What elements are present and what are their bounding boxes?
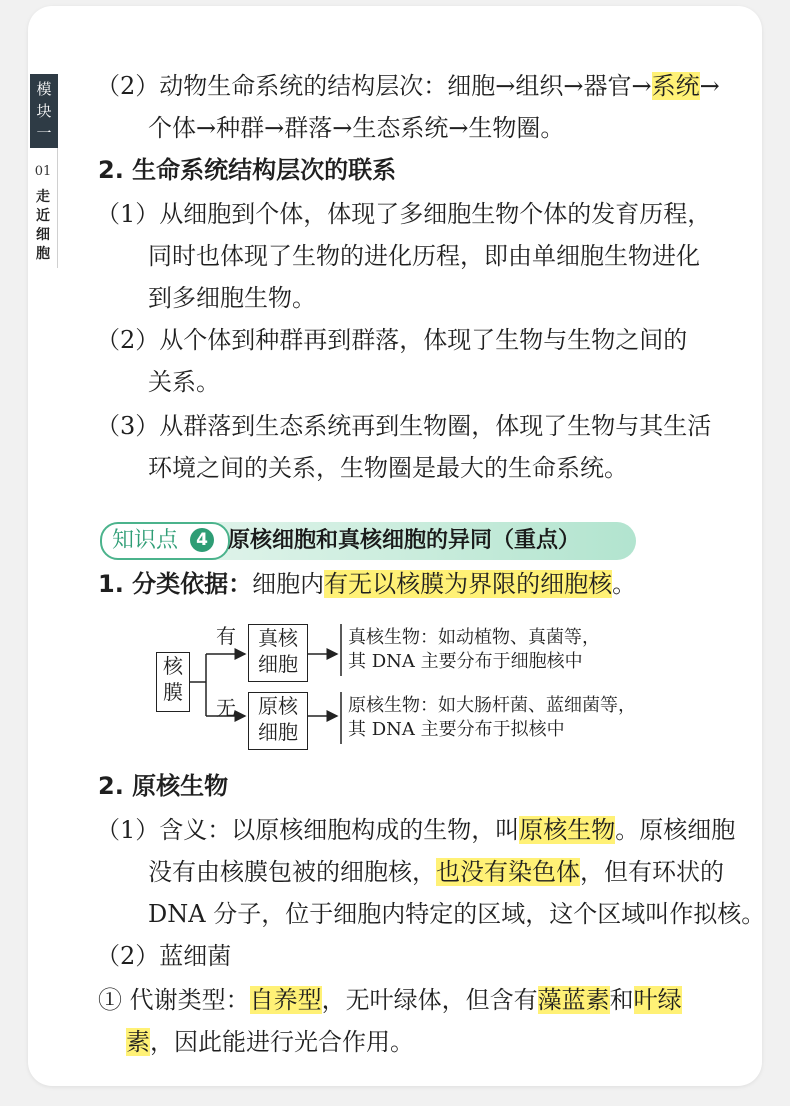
classification-label: 1. 分类依据： (98, 570, 253, 598)
text: → (699, 72, 720, 100)
heading-prokaryotes: 2. 原核生物 (98, 772, 229, 800)
knowledge-point-number: 4 (190, 528, 214, 552)
text: ，因此能进行光合作用。 (150, 1028, 414, 1056)
cyanobacteria-title: （2）蓝细菌 (96, 942, 232, 970)
text: 。 (612, 570, 637, 598)
eukaryote-desc-line2: 其 DNA 主要分布于细胞核中 (348, 651, 583, 672)
metabolism-line1 (98, 984, 682, 1016)
link1-line1: （1）从细胞到个体，体现了多细胞生物个体的发育历程， (96, 200, 712, 228)
branch-yes-label: 有 (216, 624, 236, 648)
link2-line2: 关系。 (148, 368, 220, 396)
box-text: 膜 (163, 680, 183, 704)
module-char: 块 (36, 102, 52, 120)
chapter-char: 近 (36, 208, 50, 224)
prokaryote-desc-line1: 原核生物：如大肠杆菌、蓝细菌等， (348, 695, 636, 716)
box-text: 真核 (258, 626, 298, 650)
meaning-line3: DNA 分子，位于细胞内特定的区域，这个区域叫作拟核。 (148, 900, 766, 928)
text: （1）含义：以原核细胞构成的生物，叫 (96, 816, 520, 844)
knowledge-point-banner (100, 522, 636, 560)
text: 没有由核膜包被的细胞核， (148, 858, 436, 886)
module-char: 一 (36, 124, 52, 142)
box-text: 细胞 (258, 652, 298, 676)
text: 。原核细胞 (615, 816, 736, 844)
animal-hierarchy-line2: 个体→种群→群落→生态系统→生物圈。 (148, 114, 565, 142)
knowledge-point-title: 原核细胞和真核细胞的异同（重点） (228, 528, 581, 553)
eukaryotic-cell-box (248, 624, 308, 682)
box-text: 原核 (258, 694, 298, 718)
chapter-char: 走 (36, 189, 50, 205)
kp-label-text: 知识点 (112, 528, 179, 553)
chapter-title (30, 188, 56, 264)
prokaryote-desc-line2: 其 DNA 主要分布于拟核中 (348, 719, 565, 740)
text: 和 (609, 986, 634, 1014)
link3-line2: 环境之间的关系，生物圈是最大的生命系统。 (148, 454, 628, 482)
eukaryote-desc-line1: 真核生物：如动植物、真菌等， (348, 627, 600, 648)
highlight: 原核生物 (519, 816, 616, 844)
text: 细胞内 (252, 570, 325, 598)
highlight: 也没有染色体 (436, 858, 580, 886)
meaning-line2 (148, 856, 724, 888)
link3-line1: （3）从群落到生态系统再到生物圈，体现了生物与其生活 (96, 412, 712, 440)
heading-hierarchy-links: 2. 生命系统结构层次的联系 (98, 156, 397, 184)
prokaryotic-cell-box (248, 692, 308, 750)
metabolism-line2 (126, 1026, 414, 1058)
chapter-char: 细 (36, 227, 50, 243)
branch-no-label: 无 (216, 696, 236, 720)
meaning-line1 (96, 814, 735, 846)
side-divider (57, 148, 58, 268)
text: ，无叶绿体，但含有 (321, 986, 538, 1014)
highlight: 系统 (651, 72, 700, 100)
module-char: 模 (36, 80, 52, 98)
text: ① 代谢类型： (98, 986, 250, 1014)
text: （2）动物生命系统的结构层次：细胞→组织→器官→ (96, 72, 652, 100)
chapter-char: 胞 (36, 246, 50, 262)
link2-line1: （2）从个体到种群再到群落，体现了生物与生物之间的 (96, 326, 688, 354)
classification-basis (98, 568, 636, 600)
link1-line3: 到多细胞生物。 (148, 284, 316, 312)
box-text: 核 (163, 654, 183, 678)
module-tab (30, 74, 58, 148)
classification-diagram (150, 620, 710, 760)
text: ，但有环状的 (580, 858, 724, 886)
highlight: 素 (126, 1028, 150, 1056)
highlight: 自养型 (249, 986, 322, 1014)
nuclear-membrane-box (156, 652, 190, 712)
chapter-number: 01 (34, 164, 52, 179)
highlight: 藻蓝素 (537, 986, 610, 1014)
animal-hierarchy-line1 (96, 70, 720, 102)
highlight: 有无以核膜为界限的细胞核 (324, 570, 613, 598)
link1-line2: 同时也体现了生物的进化历程，即由单细胞生物进化 (148, 242, 700, 270)
highlight: 叶绿 (633, 986, 682, 1014)
box-text: 细胞 (258, 720, 298, 744)
